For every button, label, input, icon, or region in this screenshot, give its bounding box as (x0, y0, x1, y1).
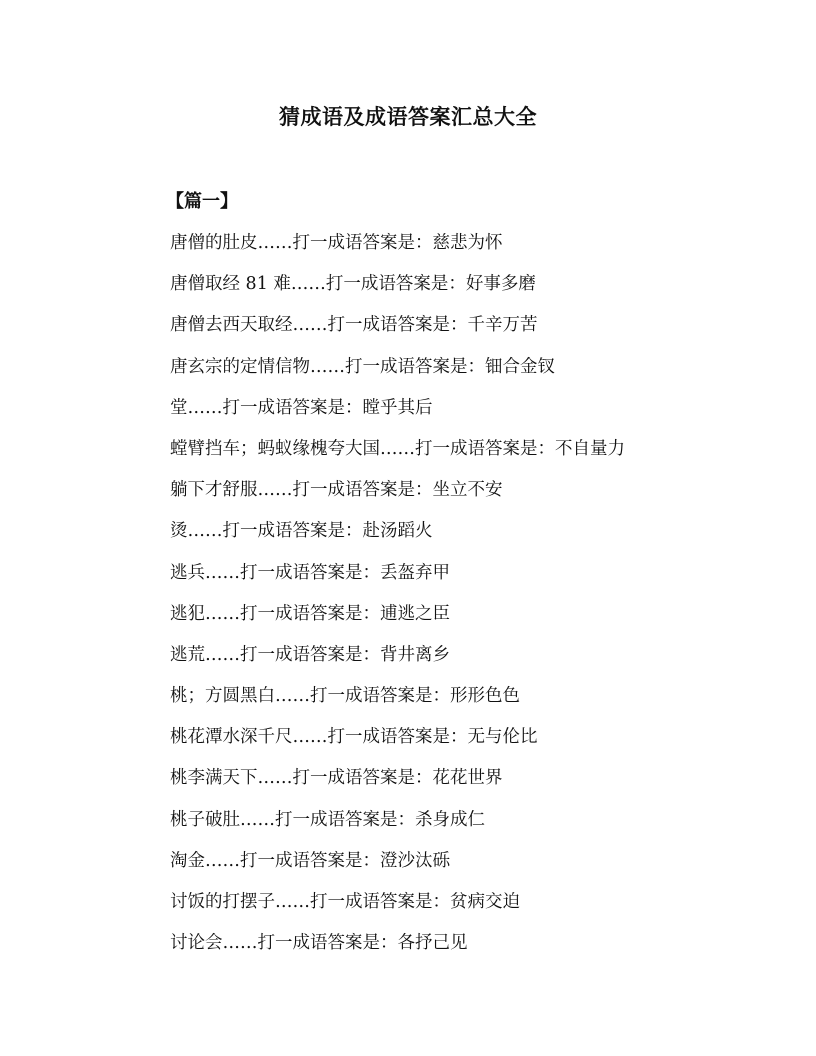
section-label: 【篇一】 (166, 191, 238, 212)
riddle-entry: 躺下才舒服……打一成语答案是：坐立不安 (170, 480, 503, 501)
riddle-entry: 讨饭的打摆子……打一成语答案是：贫病交迫 (170, 892, 520, 912)
riddle-entry: 桃李满天下……打一成语答案是：花花世界 (170, 768, 503, 789)
document-title: 猜成语及成语答案汇总大全 (279, 105, 537, 129)
riddle-entry: 讨论会……打一成语答案是：各抒己见 (170, 933, 468, 954)
riddle-entry: 唐僧去西天取经……打一成语答案是：千辛万苦 (170, 315, 538, 336)
riddle-entry: 逃犯……打一成语答案是：逋逃之臣 (170, 603, 450, 624)
riddle-entry: 桃子破肚……打一成语答案是：杀身成仁 (170, 809, 485, 830)
riddle-entry: 淘金……打一成语答案是：澄沙汰砾 (170, 850, 450, 871)
riddle-entry: 桃花潭水深千尺……打一成语答案是：无与伦比 (170, 727, 538, 748)
riddle-entry: 逃荒……打一成语答案是：背井离乡 (170, 644, 450, 665)
riddle-entry: 唐僧取经 81 难……打一成语答案是：好事多磨 (170, 274, 536, 295)
riddle-entry: 桃；方圆黑白……打一成语答案是：形形色色 (170, 686, 520, 707)
riddle-entry: 唐僧的肚皮……打一成语答案是：慈悲为怀 (170, 233, 503, 253)
riddle-list (170, 228, 730, 969)
riddle-entry: 螳臂挡车；蚂蚁缘槐夸大国……打一成语答案是：不自量力 (170, 438, 625, 459)
riddle-entry: 堂……打一成语答案是：瞠乎其后 (170, 397, 433, 418)
riddle-entry: 逃兵……打一成语答案是：丢盔弃甲 (170, 562, 450, 583)
riddle-entry: 烫……打一成语答案是：赴汤蹈火 (170, 521, 433, 542)
riddle-entry: 唐玄宗的定情信物……打一成语答案是：钿合金钗 (170, 356, 555, 377)
